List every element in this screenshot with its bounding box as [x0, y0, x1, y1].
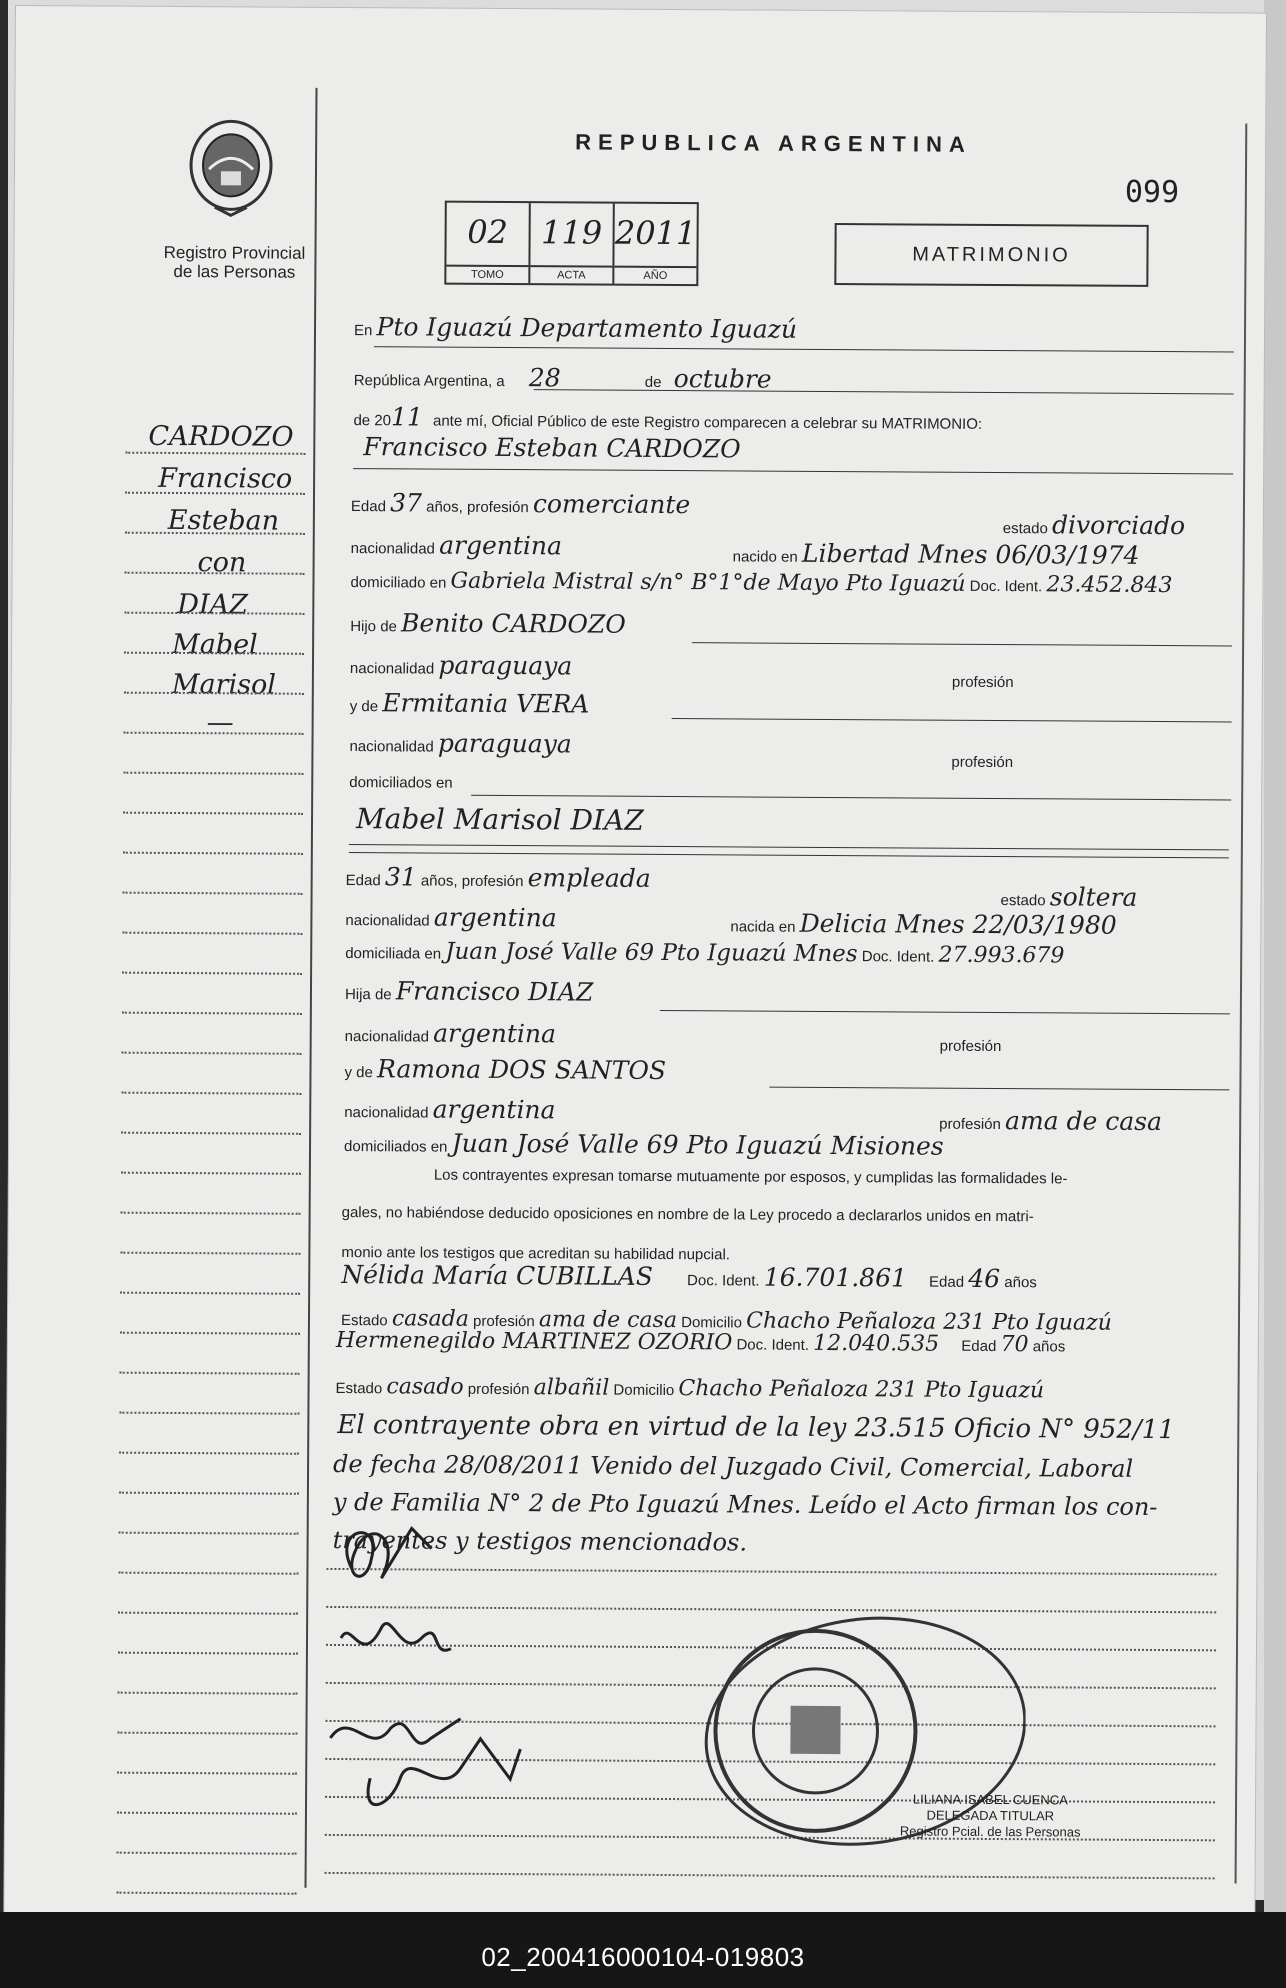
anio-label: AÑO — [614, 266, 696, 285]
margin-rule — [119, 1452, 299, 1455]
margin-dash: — — [206, 707, 234, 739]
margin-rule — [119, 1412, 299, 1415]
scan-edge — [1264, 0, 1286, 1912]
margin-rule — [122, 1052, 302, 1055]
margin-rule — [123, 852, 303, 855]
marriage-certificate-page — [4, 6, 1266, 1924]
label-profesion: profesión — [951, 753, 1014, 772]
margin-surname-bride: DIAZ — [177, 588, 249, 621]
margin-rule — [125, 492, 305, 495]
stamp-officer-role: DELEGADA TITULAR — [926, 1807, 1055, 1824]
rule — [471, 795, 1231, 801]
margin-rule — [119, 1532, 299, 1535]
margin-surname-groom: CARDOZO — [148, 420, 294, 453]
signatures-scribble — [320, 1508, 622, 1830]
row-groom-father: Hijo de Benito CARDOZO — [350, 608, 626, 639]
row-groom-parents-address: domiciliados en — [349, 774, 453, 792]
margin-rule — [123, 812, 303, 815]
stamp-officer-name: LILIANA ISABEL CUENCA — [912, 1791, 1068, 1808]
row-bride-mother-prof: profesión ama de casa — [939, 1106, 1163, 1137]
registry-name: Registro Provincial de las Personas — [163, 242, 306, 282]
margin-rule — [118, 1612, 298, 1615]
row-groom-birth: nacido en Libertad Mnes 06/03/1974 — [732, 538, 1140, 570]
row-groom-status: estado divorciado — [1002, 510, 1186, 541]
anio-cell — [614, 204, 696, 284]
rule — [672, 718, 1232, 722]
margin-rule — [120, 1372, 300, 1375]
rule — [349, 844, 1229, 850]
groom-name: Francisco Esteban CARDOZO — [363, 432, 741, 464]
row-place: En Pto Iguazú Departamento Iguazú — [353, 312, 798, 344]
rule — [353, 468, 1233, 474]
place-value: Pto Iguazú Departamento Iguazú — [376, 312, 798, 344]
acta-value: 119 — [540, 213, 603, 252]
margin-rule — [121, 1212, 301, 1215]
margin-rule — [120, 1252, 300, 1255]
margin-rule — [117, 1812, 297, 1815]
margin-name-4: Marisol — [171, 668, 276, 701]
row-bride-age: Edad 31 años, profesión empleada — [345, 862, 651, 893]
act-type-box: MATRIMONIO — [834, 223, 1148, 287]
rule — [374, 346, 1234, 352]
row-bride-father-nat: nacionalidad argentina — [344, 1018, 557, 1049]
note-line-1: El contrayente obra en virtud de la ley 23.515 Oficio N° 952/11 — [337, 1409, 1175, 1446]
row-ante: de 2011 ante mí, Oficial Público de este Registro comparecen a celebrar su MATRIMONIO: — [353, 402, 983, 433]
label-profesion: profesión — [951, 673, 1014, 692]
margin-name-3: Mabel — [172, 628, 258, 661]
tomo-cell — [446, 203, 530, 284]
note-line-3: y de Familia N° 2 de Pto Iguazú Mnes. Leído el Acto firman los con- — [332, 1487, 1158, 1522]
row-groom-mother: y de Ermitania VERA — [349, 688, 590, 719]
bride-name: Mabel Marisol DIAZ — [355, 802, 644, 837]
margin-rule — [125, 452, 305, 455]
stamp-office: Registro Pcial. de las Personas — [899, 1823, 1081, 1840]
margin-rule — [123, 892, 303, 895]
margin-rule — [122, 932, 302, 935]
row-bride-father: Hija de Francisco DIAZ — [344, 976, 594, 1007]
margin-rule — [117, 1852, 297, 1855]
margin-rule — [121, 1092, 301, 1095]
declaration-line-1: Los contrayentes expresan tomarse mutuamente por esposos, y cumplidas las formalidades le- — [433, 1166, 1068, 1188]
declaration-line-2: gales, no habiéndose deducido oposiciones en nombre de la Ley procedo a declararlos unidos en matri- — [341, 1204, 1034, 1226]
margin-divider — [305, 88, 318, 1888]
margin-rule — [117, 1772, 297, 1775]
acta-cell — [530, 203, 614, 284]
row-witness-2-details: Estado casado profesión albañil Domicilio Chacho Peñaloza 231 Pto Iguazú — [335, 1374, 1045, 1404]
body-rule — [325, 1872, 1215, 1879]
row-groom-father-nat: nacionalidad paraguaya — [349, 650, 573, 681]
margin-name-1: Francisco — [158, 462, 293, 495]
right-border — [1235, 124, 1248, 1884]
tomo-value: 02 — [467, 212, 509, 252]
row-witness-2: Hermenegildo MARTINEZ OZORIO Doc. Ident. 12.040.535 Edad 70 años — [335, 1327, 1066, 1358]
rule — [660, 1010, 1230, 1014]
margin-rule — [122, 1012, 302, 1015]
margin-rule — [122, 972, 302, 975]
row-groom-age: Edad 37 años, profesión comerciante — [350, 488, 691, 520]
label-profesion: profesión — [939, 1037, 1002, 1056]
row-bride-status: estado soltera — [1000, 882, 1138, 912]
rule — [349, 852, 1229, 858]
row-groom-nat: nacionalidad argentina — [350, 530, 563, 561]
acta-label: ACTA — [530, 265, 612, 284]
document-id: 02_200416000104-019803 — [481, 1942, 805, 1972]
row-bride-nat: nacionalidad argentina — [345, 902, 557, 933]
margin-rule — [121, 1172, 301, 1175]
margin-rule — [120, 1332, 300, 1335]
row-witness-1: Nélida María CUBILLAS Doc. Ident. 16.701.861 Edad 46 años — [341, 1260, 1037, 1294]
margin-con: con — [197, 547, 247, 579]
margin-rule — [120, 1292, 300, 1295]
provincial-seal-icon — [185, 117, 278, 218]
row-bride-mother: y de Ramona DOS SANTOS — [344, 1054, 667, 1085]
margin-rule — [118, 1652, 298, 1655]
margin-rule — [116, 1892, 296, 1895]
tomo-label: TOMO — [446, 265, 528, 284]
row-bride-mother-nat: nacionalidad argentina — [344, 1094, 556, 1125]
margin-rule — [119, 1492, 299, 1495]
folio-number: 099 — [1124, 174, 1180, 211]
country-header: REPUBLICA ARGENTINA — [575, 129, 972, 157]
margin-rule — [123, 772, 303, 775]
row-bride-parents-address: domiciliados en Juan José Valle 69 Pto Iguazú Misiones — [343, 1128, 944, 1161]
record-id-table — [444, 201, 699, 287]
stamp-officer-block — [900, 1791, 1081, 1840]
margin-rule — [118, 1692, 298, 1695]
margin-rule — [121, 1132, 301, 1135]
row-groom-mother-nat: nacionalidad paraguaya — [349, 728, 572, 759]
row-bride-address: domiciliada en Juan José Valle 69 Pto Iguazú Mnes Doc. Ident. 27.993.679 — [345, 938, 1065, 969]
anio-value: 2011 — [614, 213, 697, 253]
row-date: República Argentina, a 28 de octubre — [353, 363, 772, 394]
margin-rule — [117, 1732, 297, 1735]
margin-rule — [118, 1572, 298, 1575]
note-line-4: trayentes y testigos mencionados. — [332, 1525, 748, 1557]
declaration-line-3: monio ante los testigos que acreditan su habilidad nupcial. — [341, 1244, 731, 1264]
row-groom-address: domiciliado en Gabriela Mistral s/n° B°1°de Mayo Pto Iguazú Doc. Ident. 23.452.843 — [350, 568, 1173, 599]
rule — [692, 642, 1232, 646]
rule — [769, 1087, 1229, 1091]
row-bride-birth: nacida en Delicia Mnes 22/03/1980 — [730, 908, 1117, 940]
margin-name-2: Esteban — [167, 504, 280, 537]
row-witness-1-details: Estado casada profesión ama de casa Domicilio Chacho Peñaloza 231 Pto Iguazú — [340, 1306, 1112, 1336]
note-line-2: de fecha 28/08/2011 Venido del Juzgado Civil, Comercial, Laboral — [333, 1449, 1134, 1483]
